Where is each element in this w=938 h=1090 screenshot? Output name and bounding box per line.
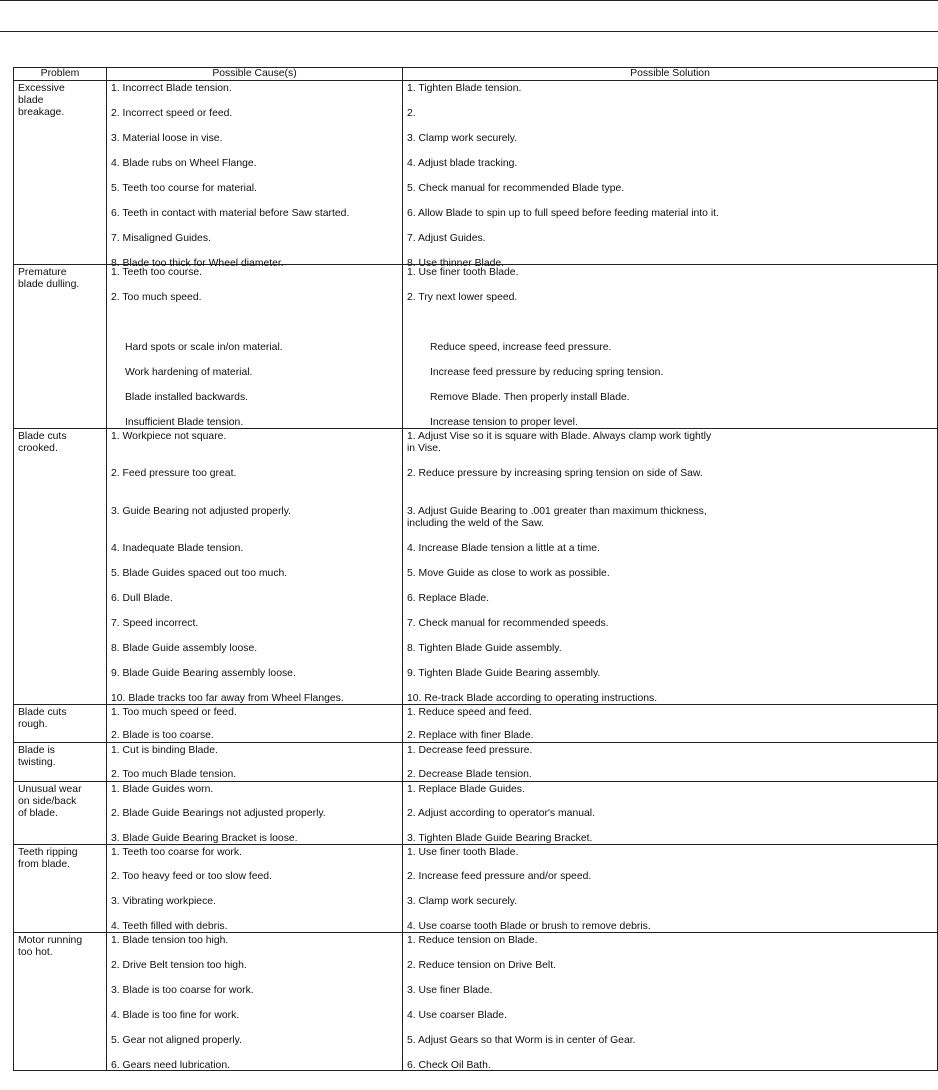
solution-item: 8. Use thinner Blade. <box>407 258 505 269</box>
top-rule <box>0 0 938 1</box>
cause-cell <box>107 845 403 933</box>
solution-item: Reduce speed, increase feed pressure. <box>430 342 612 353</box>
table-row <box>14 933 938 1071</box>
cause-cell <box>107 81 403 269</box>
solution-cell <box>403 782 938 845</box>
solution-item: 1. Reduce speed and feed. <box>407 707 532 718</box>
solution-item: 6. Allow Blade to spin up to full speed before feeding material into it. <box>407 208 719 219</box>
solution-item: 1. Use finer tooth Blade. <box>407 847 519 858</box>
solution-item: 3. Use finer Blade. <box>407 985 493 996</box>
table-row <box>14 782 938 845</box>
solution-item: 2. Reduce pressure by increasing spring tension on side of Saw. <box>407 468 703 479</box>
cause-item: 7. Speed incorrect. <box>111 618 199 629</box>
cause-item: Work hardening of material. <box>125 367 253 378</box>
problem-cell <box>14 429 107 705</box>
solution-item: 1. Adjust Vise so it is square with Blade. Always clamp work tightly in Vise. <box>407 431 712 454</box>
header-rule <box>0 31 938 32</box>
cause-item: 3. Blade Guide Bearing Bracket is loose. <box>111 833 298 844</box>
cause-item: Insufficient Blade tension. <box>125 417 244 428</box>
table-body <box>14 81 938 1071</box>
solution-cell <box>403 743 938 782</box>
solution-item: 8. Tighten Blade Guide assembly. <box>407 643 562 654</box>
solution-item: 2. Adjust according to operator's manual. <box>407 808 595 819</box>
cause-item: 1. Teeth too course. <box>111 267 203 278</box>
solution-cell <box>403 429 938 705</box>
cause-item: 4. Blade rubs on Wheel Flange. <box>111 158 257 169</box>
cause-item: 4. Blade is too fine for work. <box>111 1010 240 1021</box>
solution-item: Increase feed pressure by reducing spring tension. <box>430 367 664 378</box>
problem-text: Blade cuts rough. <box>18 707 67 730</box>
cause-item: 2. Incorrect speed or feed. <box>111 108 233 119</box>
solution-item: Increase tension to proper level. <box>430 417 578 428</box>
cause-item: Blade installed backwards. <box>125 392 249 403</box>
solution-item: 10. Re-track Blade according to operating instructions. <box>407 693 658 704</box>
solution-item: 2. Try next lower speed. <box>407 292 518 303</box>
problem-cell <box>14 782 107 845</box>
cause-item: 10. Blade tracks too far away from Wheel Flanges. <box>111 693 344 704</box>
table-row <box>14 845 938 933</box>
cause-item: 3. Vibrating workpiece. <box>111 896 216 907</box>
table-row <box>14 429 938 705</box>
solution-item: 7. Check manual for recommended speeds. <box>407 618 609 629</box>
cause-item: 7. Misaligned Guides. <box>111 233 211 244</box>
table-row <box>14 81 938 265</box>
cause-item: 2. Too much Blade tension. <box>111 769 237 780</box>
header-row <box>14 68 938 81</box>
troubleshooting-table <box>13 67 938 1071</box>
cause-item: 8. Blade Guide assembly loose. <box>111 643 258 654</box>
cause-item: 2. Blade is too coarse. <box>111 730 214 741</box>
solution-item: 4. Use coarse tooth Blade or brush to remove debris. <box>407 921 651 932</box>
cause-cell <box>107 265 403 429</box>
problem-cell <box>14 705 107 743</box>
cause-item: 6. Dull Blade. <box>111 593 173 604</box>
solution-cell <box>403 81 938 269</box>
cause-item: 2. Too heavy feed or too slow feed. <box>111 871 272 882</box>
problem-text: Blade cuts crooked. <box>18 431 67 454</box>
solution-item: 6. Replace Blade. <box>407 593 490 604</box>
solution-item: 1. Replace Blade Guides. <box>407 784 525 795</box>
cause-item: 3. Material loose in vise. <box>111 133 223 144</box>
cause-item: 6. Teeth in contact with material before Saw started. <box>111 208 350 219</box>
solution-item: 1. Decrease feed pressure. <box>407 745 533 756</box>
solution-item: 3. Clamp work securely. <box>407 133 518 144</box>
solution-item: 2. Replace with finer Blade. <box>407 730 534 741</box>
cause-item: 4. Teeth filled with debris. <box>111 921 228 932</box>
problem-text: Motor running too hot. <box>18 935 83 958</box>
cause-cell <box>107 933 403 1071</box>
cause-item: 1. Teeth too coarse for work. <box>111 847 242 858</box>
cause-item: 2. Feed pressure too great. <box>111 468 237 479</box>
solution-item: 6. Check Oil Bath. <box>407 1060 491 1071</box>
table-row <box>14 743 938 782</box>
solution-item: 2. Decrease Blade tension. <box>407 769 532 780</box>
cause-item: 2. Too much speed. <box>111 292 202 303</box>
cause-item: 5. Gear not aligned properly. <box>111 1035 242 1046</box>
solution-item: 3. Clamp work securely. <box>407 896 518 907</box>
solution-item: 4. Increase Blade tension a little at a time. <box>407 543 600 554</box>
solution-item: Remove Blade. Then properly install Blade. <box>430 392 630 403</box>
cause-cell <box>107 782 403 845</box>
solution-item: 4. Adjust blade tracking. <box>407 158 518 169</box>
solution-cell <box>403 845 938 933</box>
solution-item: 5. Adjust Gears so that Worm is in center of Gear. <box>407 1035 636 1046</box>
cause-item: 3. Guide Bearing not adjusted properly. <box>111 506 292 517</box>
cause-header: Possible Cause(s) <box>107 68 403 81</box>
problem-text: Teeth ripping from blade. <box>18 847 78 870</box>
problem-cell <box>14 81 107 265</box>
solution-item: 5. Move Guide as close to work as possible. <box>407 568 610 579</box>
problem-cell <box>14 743 107 782</box>
solution-cell <box>403 265 938 429</box>
cause-cell <box>107 429 403 705</box>
solution-item: 5. Check manual for recommended Blade type. <box>407 183 625 194</box>
solution-item: 2. Increase feed pressure and/or speed. <box>407 871 592 882</box>
problem-cell <box>14 265 107 429</box>
cause-item: 1. Blade tension too high. <box>111 935 229 946</box>
cause-cell <box>107 705 403 743</box>
solution-item: 2. Reduce tension on Drive Belt. <box>407 960 557 971</box>
cause-item: 5. Blade Guides spaced out too much. <box>111 568 288 579</box>
problem-text: Unusual wear on side/back of blade. <box>18 784 82 819</box>
table-row <box>14 705 938 743</box>
cause-item: 2. Blade Guide Bearings not adjusted properly. <box>111 808 326 819</box>
solution-header: Possible Solution <box>403 68 938 81</box>
cause-item: 9. Blade Guide Bearing assembly loose. <box>111 668 296 679</box>
solution-item: 3. Adjust Guide Bearing to .001 greater than maximum thickness, including the weld of the Saw. <box>407 506 707 529</box>
cause-item: 2. Drive Belt tension too high. <box>111 960 247 971</box>
solution-item: 1. Reduce tension on Blade. <box>407 935 538 946</box>
problem-text: Premature blade dulling. <box>18 267 80 290</box>
solution-item: 4. Use coarser Blade. <box>407 1010 507 1021</box>
solution-item: 7. Adjust Guides. <box>407 233 486 244</box>
solution-item: 2. <box>407 108 416 119</box>
solution-cell <box>403 933 938 1071</box>
problem-cell <box>14 933 107 1071</box>
problem-cell <box>14 845 107 933</box>
cause-item: 1. Workpiece not square. <box>111 431 227 442</box>
cause-item: 1. Incorrect Blade tension. <box>111 83 232 94</box>
solution-item: 3. Tighten Blade Guide Bearing Bracket. <box>407 833 593 844</box>
cause-item: 3. Blade is too coarse for work. <box>111 985 254 996</box>
solution-cell <box>403 705 938 743</box>
table-row <box>14 265 938 429</box>
cause-item: 5. Teeth too course for material. <box>111 183 257 194</box>
cause-cell <box>107 743 403 782</box>
cause-item: 1. Too much speed or feed. <box>111 707 237 718</box>
problem-text: Blade is twisting. <box>18 745 56 768</box>
cause-item: Hard spots or scale in/on material. <box>125 342 283 353</box>
cause-item: 4. Inadequate Blade tension. <box>111 543 244 554</box>
cause-item: 8. Blade too thick for Wheel diameter. <box>111 258 284 269</box>
cause-item: 1. Blade Guides worn. <box>111 784 214 795</box>
problem-header: Problem <box>14 68 107 81</box>
problem-text: Excessive blade breakage. <box>18 83 65 118</box>
cause-item: 1. Cut is binding Blade. <box>111 745 218 756</box>
cause-item: 6. Gears need lubrication. <box>111 1060 230 1071</box>
solution-item: 1. Use finer tooth Blade. <box>407 267 519 278</box>
solution-item: 1. Tighten Blade tension. <box>407 83 522 94</box>
solution-item: 9. Tighten Blade Guide Bearing assembly. <box>407 668 601 679</box>
